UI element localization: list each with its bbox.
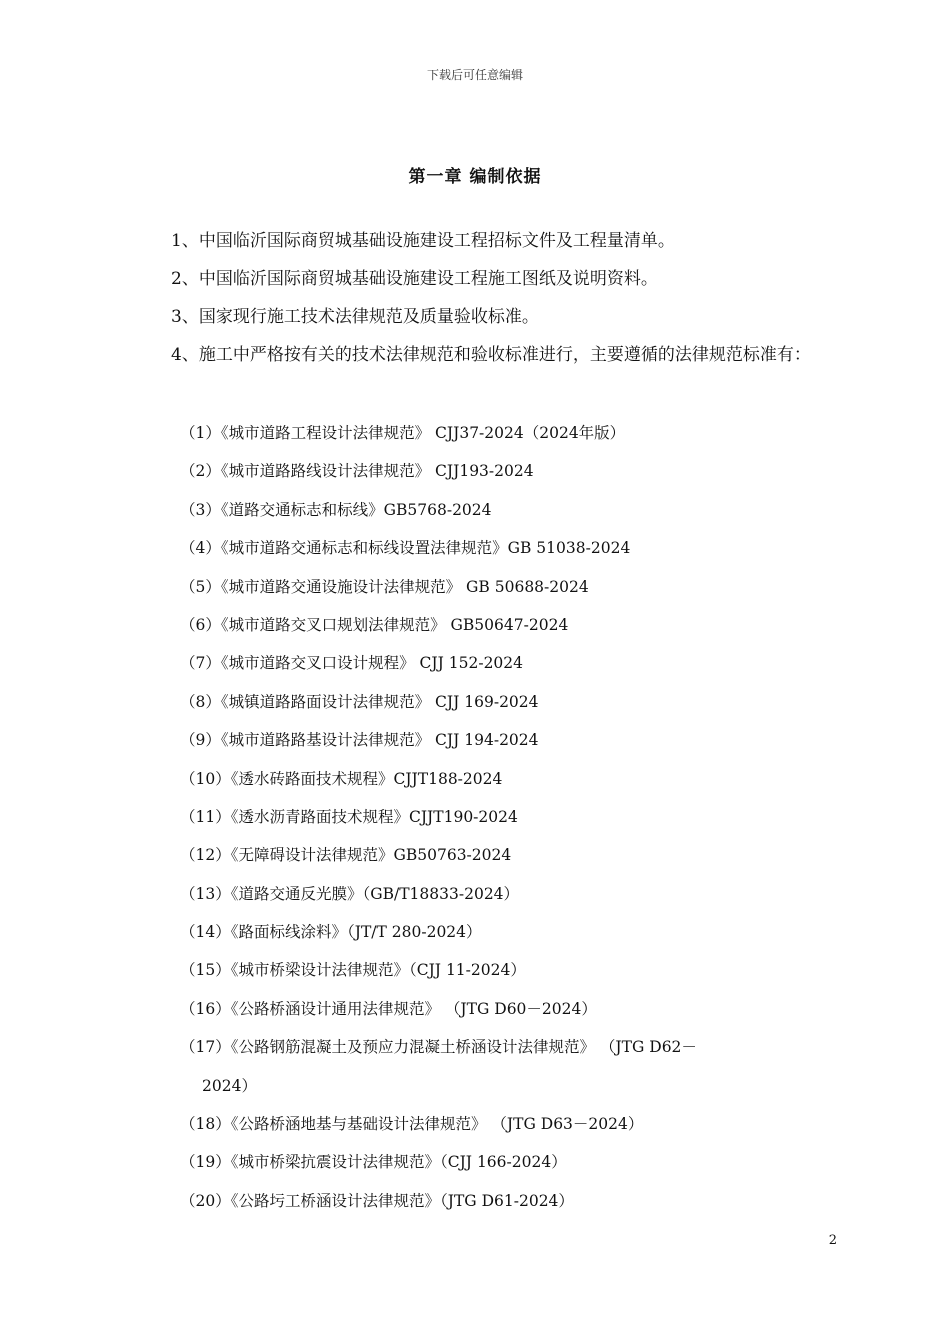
header-note: 下载后可任意编辑 [426, 68, 523, 82]
reference-item: （15）《城市桥梁设计法律规范》（CJJ 11-2024） [180, 961, 526, 980]
reference-item: （2）《城市道路路线设计法律规范》 CJJ193-2024 [180, 462, 534, 481]
reference-item: （19）《城市桥梁抗震设计法律规范》（CJJ 166-2024） [180, 1153, 567, 1172]
reference-item: （3）《道路交通标志和标线》GB5768-2024 [180, 500, 492, 519]
paragraph-4: 4、施工中严格按有关的技术法律规范和验收标准进行，主要遵循的法律规范标准有： [171, 345, 811, 365]
paragraph-3: 3、国家现行施工技术法律规范及质量验收标准。 [171, 307, 539, 327]
page-number: 2 [828, 1233, 837, 1248]
reference-item: （11）《透水沥青路面技术规程》CJJT190-2024 [180, 807, 518, 826]
reference-item: （7）《城市道路交叉口设计规程》 CJJ 152-2024 [180, 654, 524, 673]
reference-item: （8）《城镇道路路面设计法律规范》 CJJ 169-2024 [180, 692, 539, 711]
reference-item: （9）《城市道路路基设计法律规范》 CJJ 194-2024 [180, 731, 539, 750]
reference-item: （12）《无障碍设计法律规范》GB50763-2024 [180, 846, 512, 865]
reference-item: （16）《公路桥涵设计通用法律规范》 （JTG D60－2024） [180, 999, 597, 1018]
reference-item: （13）《道路交通反光膜》（GB/T18833-2024） [180, 884, 520, 903]
reference-item: （17）《公路钢筋混凝土及预应力混凝土桥涵设计法律规范》 （JTG D62－ [180, 1038, 697, 1057]
reference-item: （14）《路面标线涂料》（JT/T 280-2024） [180, 923, 482, 942]
reference-item: （10）《透水砖路面技术规程》CJJT188-2024 [180, 769, 503, 788]
reference-item: （6）《城市道路交叉口规划法律规范》 GB50647-2024 [180, 615, 569, 634]
reference-item: （20）《公路圬工桥涵设计法律规范》（JTG D61-2024） [180, 1191, 574, 1210]
paragraph-1: 1、中国临沂国际商贸城基础设施建设工程招标文件及工程量清单。 [171, 231, 675, 251]
reference-item: （18）《公路桥涵地基与基础设计法律规范》 （JTG D63－2024） [180, 1115, 644, 1134]
chapter-title: 第一章 编制依据 [408, 167, 542, 187]
reference-item: （1）《城市道路工程设计法律规范》 CJJ37-2024（2024年版） [180, 424, 626, 442]
reference-list [180, 414, 840, 1220]
reference-item-continuation: 2024） [202, 1076, 257, 1095]
reference-item: （4）《城市道路交通标志和标线设置法律规范》GB 51038-2024 [180, 539, 631, 558]
reference-item: （5）《城市道路交通设施设计法律规范》 GB 50688-2024 [180, 577, 589, 596]
paragraph-2: 2、中国临沂国际商贸城基础设施建设工程施工图纸及说明资料。 [171, 269, 658, 289]
